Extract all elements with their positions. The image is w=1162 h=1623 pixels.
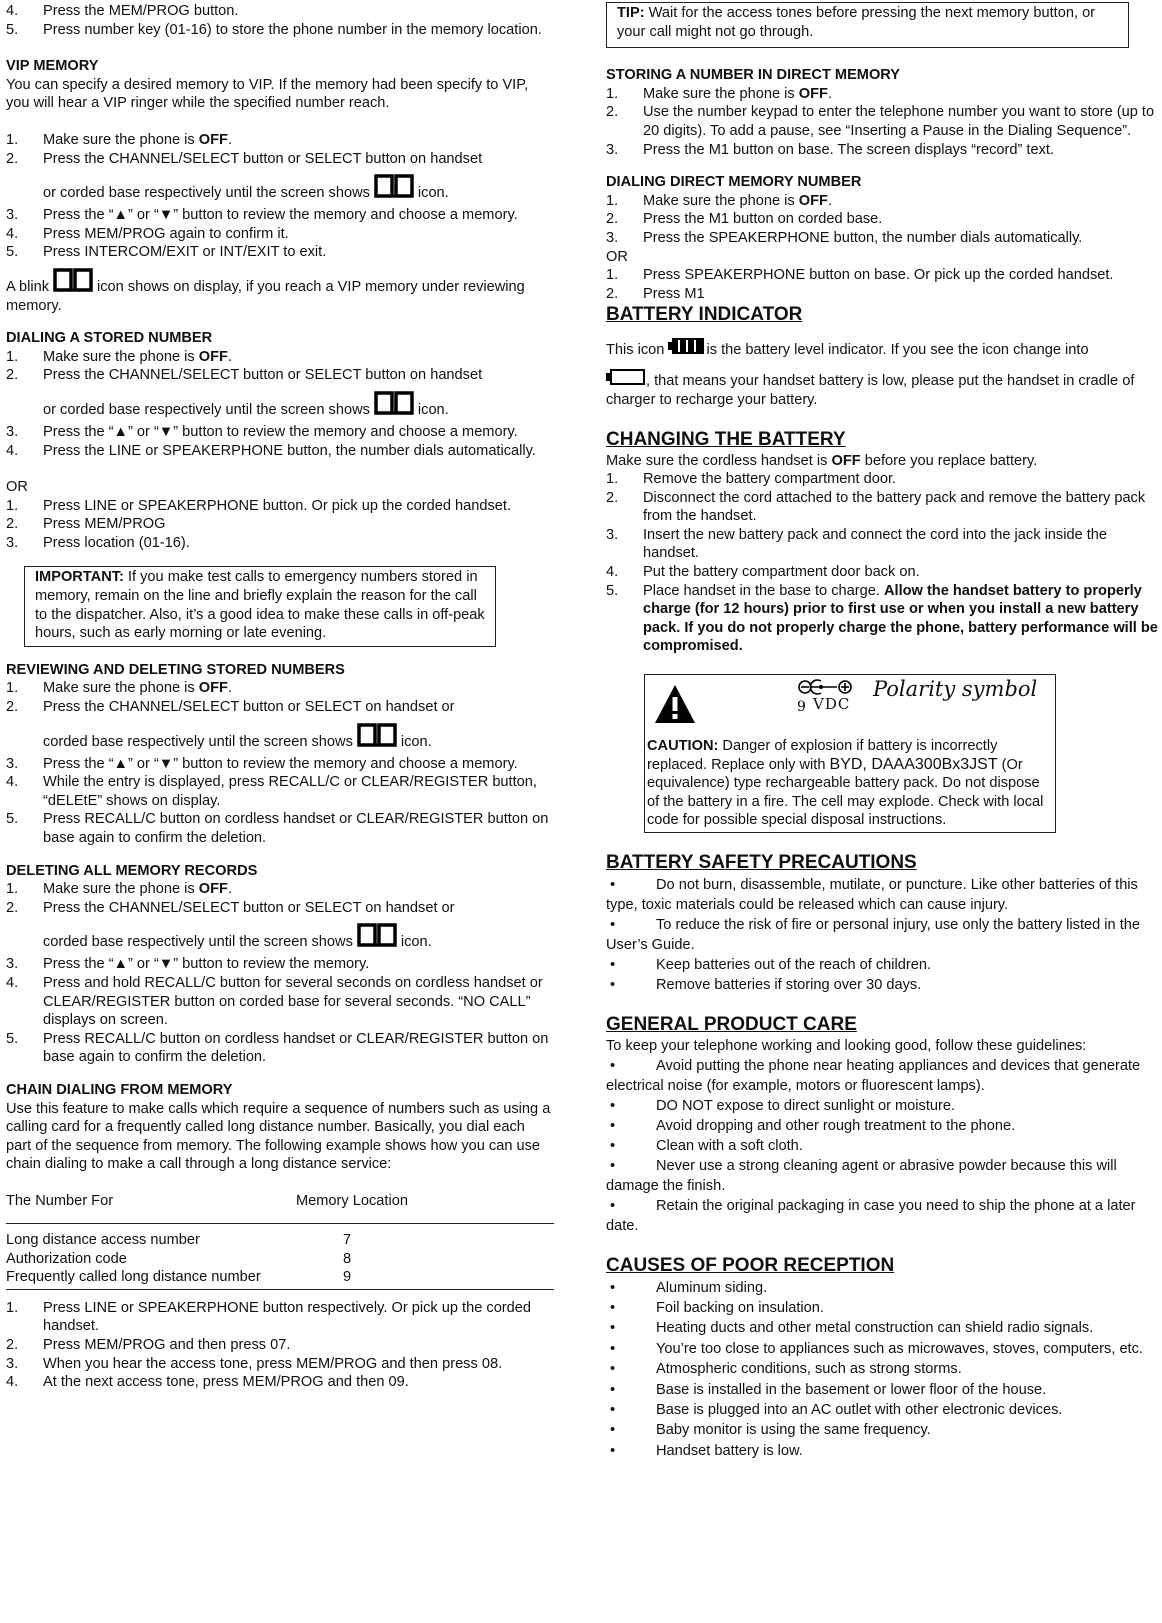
list-item: 1. Make sure the phone is OFF. <box>606 85 833 102</box>
table-header-row <box>6 1192 554 1223</box>
list-item: • Clean with a soft cloth. <box>610 1137 803 1154</box>
phonebook-icon <box>357 723 397 749</box>
section-title: CAUSES OF POOR RECEPTION <box>606 1254 895 1276</box>
list-item: 5. Press INTERCOM/EXIT or INT/EXIT to exit. <box>6 244 327 261</box>
battery-empty-icon <box>606 366 646 388</box>
caution-text: CAUTION: Danger of explosion if battery is incorrectly replaced. Replace only with BYD, DAAA300Bx3JST (Or equivalence) type rechargeable battery pack. Do not dispose of the battery in a fire. The cell may explode. Check with local code for possible special disposal instructions. <box>647 738 1044 829</box>
section-title: CHANGING THE BATTERY <box>606 428 846 450</box>
list-item: • DO NOT expose to direct sunlight or moisture. <box>610 1097 956 1114</box>
list-item: 4. Press the LINE or SPEAKERPHONE button, the number dials automatically. <box>6 442 536 459</box>
handwritten-note: Polarity symbol <box>873 677 1038 702</box>
list-item: 3. Press location (01-16). <box>6 534 190 551</box>
bullet-icon: • <box>610 1279 616 1296</box>
list-item: 4. Press MEM/PROG again to confirm it. <box>6 225 289 242</box>
list-item: 3. When you hear the access tone, press MEM/PROG and then press 08. <box>6 1355 503 1372</box>
svg-text:9: 9 <box>797 699 806 716</box>
list-item: 2. Press the CHANNEL/SELECT button or SELECT button on handset or corded base respectively until the screen shows icon. <box>6 367 483 418</box>
list-item: 3. Press the “▲” or “▼” button to review the memory and choose a memory. <box>6 755 518 772</box>
bullet-icon: • <box>610 1057 616 1074</box>
list-item: 2. Press MEM/PROG and then press 07. <box>6 1336 291 1353</box>
section-title: BATTERY INDICATOR <box>606 304 803 326</box>
table-row: Frequently called long distance number 9 <box>6 1268 554 1289</box>
list-item: 2. Press the M1 button on corded base. <box>606 211 883 228</box>
bullet-icon: • <box>610 1157 616 1174</box>
bullet-icon: • <box>610 1320 616 1337</box>
list-item: 1. Remove the battery compartment door. <box>606 471 897 488</box>
bullet-icon: • <box>610 1137 616 1154</box>
list-item: 4. At the next access tone, press MEM/PROG and then 09. <box>6 1374 409 1391</box>
caution-box <box>644 674 1056 833</box>
list-item: • You’re too close to appliances such as microwaves, stoves, computers, etc. <box>606 1339 1159 1359</box>
section-title: REVIEWING AND DELETING STORED NUMBERS <box>6 661 345 678</box>
list-item: • Retain the original packaging in case you need to ship the phone at a later date. <box>606 1197 1136 1234</box>
list-item: • Aluminum siding. <box>606 1278 1159 1298</box>
bullet-icon: • <box>610 1442 616 1459</box>
bullet-icon: • <box>610 1402 616 1419</box>
list-item: 3. Insert the new battery pack and connect the cord into the jack inside the handset. <box>606 526 1108 562</box>
bullet-icon: • <box>610 1097 616 1114</box>
list-item: 5. Press number key (01-16) to store the phone number in the memory location. <box>6 21 542 38</box>
list-item: 2. Disconnect the cord attached to the battery pack and remove the battery pack from the handset. <box>606 489 1146 525</box>
important-note-box: IMPORTANT: If you make test calls to emergency numbers stored in memory, remain on the line and briefly explain the reason for the call to the dispatcher. Also, it’s a good idea to make these calls in off-peak hours, such as early morning or late evening. <box>24 566 496 646</box>
poor-reception-section <box>606 1254 1159 1462</box>
chain-dialing-section <box>6 1081 554 1392</box>
section-title: CHAIN DIALING FROM MEMORY <box>6 1081 233 1098</box>
intro-steps <box>6 2 554 39</box>
paragraph: Make sure the cordless handset is OFF before you replace battery. <box>606 452 1038 469</box>
list-item: 1. Press SPEAKERPHONE button on base. Or pick up the corded handset. <box>606 267 1114 284</box>
list-item: 1. Make sure the phone is OFF. <box>6 680 233 697</box>
dialing-stored-number-section <box>6 329 554 552</box>
list-item: 2. Use the number keypad to enter the telephone number you want to store (up to 20 digits). To add a pause, see “Inserting a Pause in the Dialing Sequence”. <box>606 104 1155 139</box>
bullet-icon: • <box>610 1381 616 1398</box>
list-item: • Base is plugged into an AC outlet with other electronic devices. <box>606 1400 1159 1420</box>
phonebook-icon <box>357 923 397 949</box>
list-item: • Atmospheric conditions, such as strong storms. <box>606 1359 1159 1379</box>
or-label: OR <box>6 479 28 496</box>
list-item: 3. Press the “▲” or “▼” button to review the memory and choose a memory. <box>6 207 518 224</box>
reviewing-deleting-section <box>6 661 554 848</box>
list-item: • Remove batteries if storing over 30 days. <box>610 977 922 993</box>
paragraph: A blink icon shows on display, if you reach a VIP memory under reviewing memory. <box>6 268 554 315</box>
vip-memory-section <box>6 57 554 315</box>
battery-safety-section <box>606 851 1159 995</box>
paragraph: You can specify a desired memory to VIP. If the memory had been specify to VIP, you will hear a VIP ringer while the specified number reach. <box>6 76 529 112</box>
warning-triangle-icon <box>653 683 697 725</box>
storing-direct-memory-section <box>606 66 1159 159</box>
list-item: • Baby monitor is using the same frequency. <box>606 1420 1159 1440</box>
column-header: Memory Location <box>296 1192 408 1209</box>
paragraph: , that means your handset battery is low, please put the handset in cradle of charger to recharge your battery. <box>606 366 1159 409</box>
list-item: • Foil backing on insulation. <box>606 1298 1159 1318</box>
list-item: 4. Put the battery compartment door back on. <box>606 564 920 581</box>
bullet-icon: • <box>610 1117 616 1134</box>
bullet-icon: • <box>610 1422 616 1439</box>
list-item: 5. Press RECALL/C button on cordless handset or CLEAR/REGISTER button on base again to confirm the deletion. <box>6 811 549 846</box>
list-item: 1. Make sure the phone is OFF. <box>606 192 833 209</box>
column-header: The Number For <box>6 1192 114 1209</box>
list-item: 2. Press the CHANNEL/SELECT button or SELECT on handset or corded base respectively until the screen shows icon. <box>6 699 455 750</box>
bullet-icon: • <box>610 1300 616 1316</box>
list-item: 2. Press the CHANNEL/SELECT button or SELECT on handset or corded base respectively until the screen shows icon. <box>6 899 455 951</box>
right-column <box>606 2 1159 1461</box>
section-title: BATTERY SAFETY PRECAUTIONS <box>606 852 917 873</box>
section-title: DIALING DIRECT MEMORY NUMBER <box>606 174 862 191</box>
table-row: Long distance access number 7 <box>6 1232 352 1248</box>
paragraph: To keep your telephone working and looking good, follow these guidelines: <box>606 1038 1087 1054</box>
bullet-icon: • <box>610 977 616 993</box>
paragraph: This icon is the battery level indicator. If you see the icon change into <box>606 335 1159 360</box>
or-label: OR <box>606 248 628 265</box>
list-item: 1. Make sure the phone is OFF. <box>6 131 233 148</box>
phonebook-icon <box>374 174 414 200</box>
bullet-icon: • <box>610 1197 616 1214</box>
list-item: • Keep batteries out of the reach of children. <box>610 957 932 973</box>
list-item: 2. Press MEM/PROG <box>6 516 166 533</box>
deleting-all-section <box>6 862 554 1067</box>
list-item: 4. Press the MEM/PROG button. <box>6 3 239 19</box>
list-item: 3. Press the SPEAKERPHONE button, the number dials automatically. <box>606 229 1083 246</box>
phonebook-icon <box>374 391 414 417</box>
bullet-icon: • <box>610 877 616 893</box>
list-item: 4. Press and hold RECALL/C button for several seconds on cordless handset or CLEAR/REGISTER button on corded base for several seconds. “NO CALL” displays on screen. <box>6 974 543 1029</box>
changing-battery-section <box>606 428 1159 657</box>
list-item: 3. Press the “▲” or “▼” button to review the memory. <box>6 956 370 973</box>
vdc-label: VDC <box>813 695 851 714</box>
list-item: • Avoid dropping and other rough treatment to the phone. <box>610 1117 1016 1134</box>
list-item: 2. Press the CHANNEL/SELECT button or SELECT button on handset or corded base respectively until the screen shows icon. <box>6 150 483 202</box>
table-row: Authorization code 8 <box>6 1250 352 1267</box>
list-item: 5. Place handset in the base to charge. Allow the handset battery to properly charge (for 12 hours) prior to first use or when you install a new battery pack. If you do not properly charge the phone, battery performance will be compromised. <box>606 582 1158 655</box>
list-item: 5. Press RECALL/C button on cordless handset or CLEAR/REGISTER button on base again to confirm the deletion. <box>6 1030 549 1066</box>
section-title: STORING A NUMBER IN DIRECT MEMORY <box>606 67 901 84</box>
list-item: • Base is installed in the basement or lower floor of the house. <box>606 1380 1159 1400</box>
list-item: 4. While the entry is displayed, press RECALL/C or CLEAR/REGISTER button, “dELEtE” shows on display. <box>6 774 537 809</box>
general-product-care-section <box>606 1013 1159 1236</box>
tip-box: TIP: Wait for the access tones before pressing the next memory button, or your call might not go through. <box>606 2 1129 48</box>
list-item: 1. Make sure the phone is OFF. <box>6 348 233 365</box>
dialing-direct-memory-section <box>606 173 1159 303</box>
memory-location-table <box>6 1192 554 1290</box>
bullet-icon: • <box>610 1361 616 1378</box>
list-item: • Handset battery is low. <box>606 1441 1159 1461</box>
section-title: DELETING ALL MEMORY RECORDS <box>6 862 258 879</box>
list-item: • To reduce the risk of fire or personal injury, use only the battery listed in the User’s Guide. <box>606 917 1141 953</box>
left-column <box>6 2 554 1392</box>
list-item: • Do not burn, disassemble, mutilate, or puncture. Like other batteries of this type, toxic materials could be released which can cause injury. <box>606 877 1138 913</box>
bullet-icon: • <box>610 957 616 973</box>
bullet-icon: • <box>610 1340 616 1357</box>
list-item: 2. Press M1 <box>606 285 705 302</box>
bullet-icon: • <box>610 917 616 933</box>
list-item: 1. Make sure the phone is OFF. <box>6 881 233 898</box>
paragraph: Use this feature to make calls which require a sequence of numbers such as using a calling card for a frequently called long distance number. Basically, you dial each part of the sequence from memory. The following example shows how you can use chain dialing to make a call through a long distance service: <box>6 1100 551 1173</box>
battery-full-icon <box>668 335 706 357</box>
list-item: 1. Press LINE or SPEAKERPHONE button respectively. Or pick up the corded handset. <box>6 1299 532 1335</box>
phonebook-icon <box>53 268 93 294</box>
section-title: VIP MEMORY <box>6 58 99 75</box>
list-item: 1. Press LINE or SPEAKERPHONE button. Or pick up the corded handset. <box>6 497 512 514</box>
list-item: • Avoid putting the phone near heating appliances and devices that generate electrical noise (for example, motors or fluorescent lamps). <box>606 1057 1141 1094</box>
list-item: 3. Press the M1 button on base. The screen displays “record” text. <box>606 141 1054 158</box>
list-item: • Heating ducts and other metal construction can shield radio signals. <box>606 1318 1159 1338</box>
list-item: 3. Press the “▲” or “▼” button to review the memory and choose a memory. <box>6 423 518 440</box>
section-title: GENERAL PRODUCT CARE <box>606 1014 857 1035</box>
battery-indicator-section <box>606 303 1159 409</box>
section-title: DIALING A STORED NUMBER <box>6 330 213 347</box>
list-item: • Never use a strong cleaning agent or abrasive powder because this will damage the finish. <box>606 1157 1117 1194</box>
